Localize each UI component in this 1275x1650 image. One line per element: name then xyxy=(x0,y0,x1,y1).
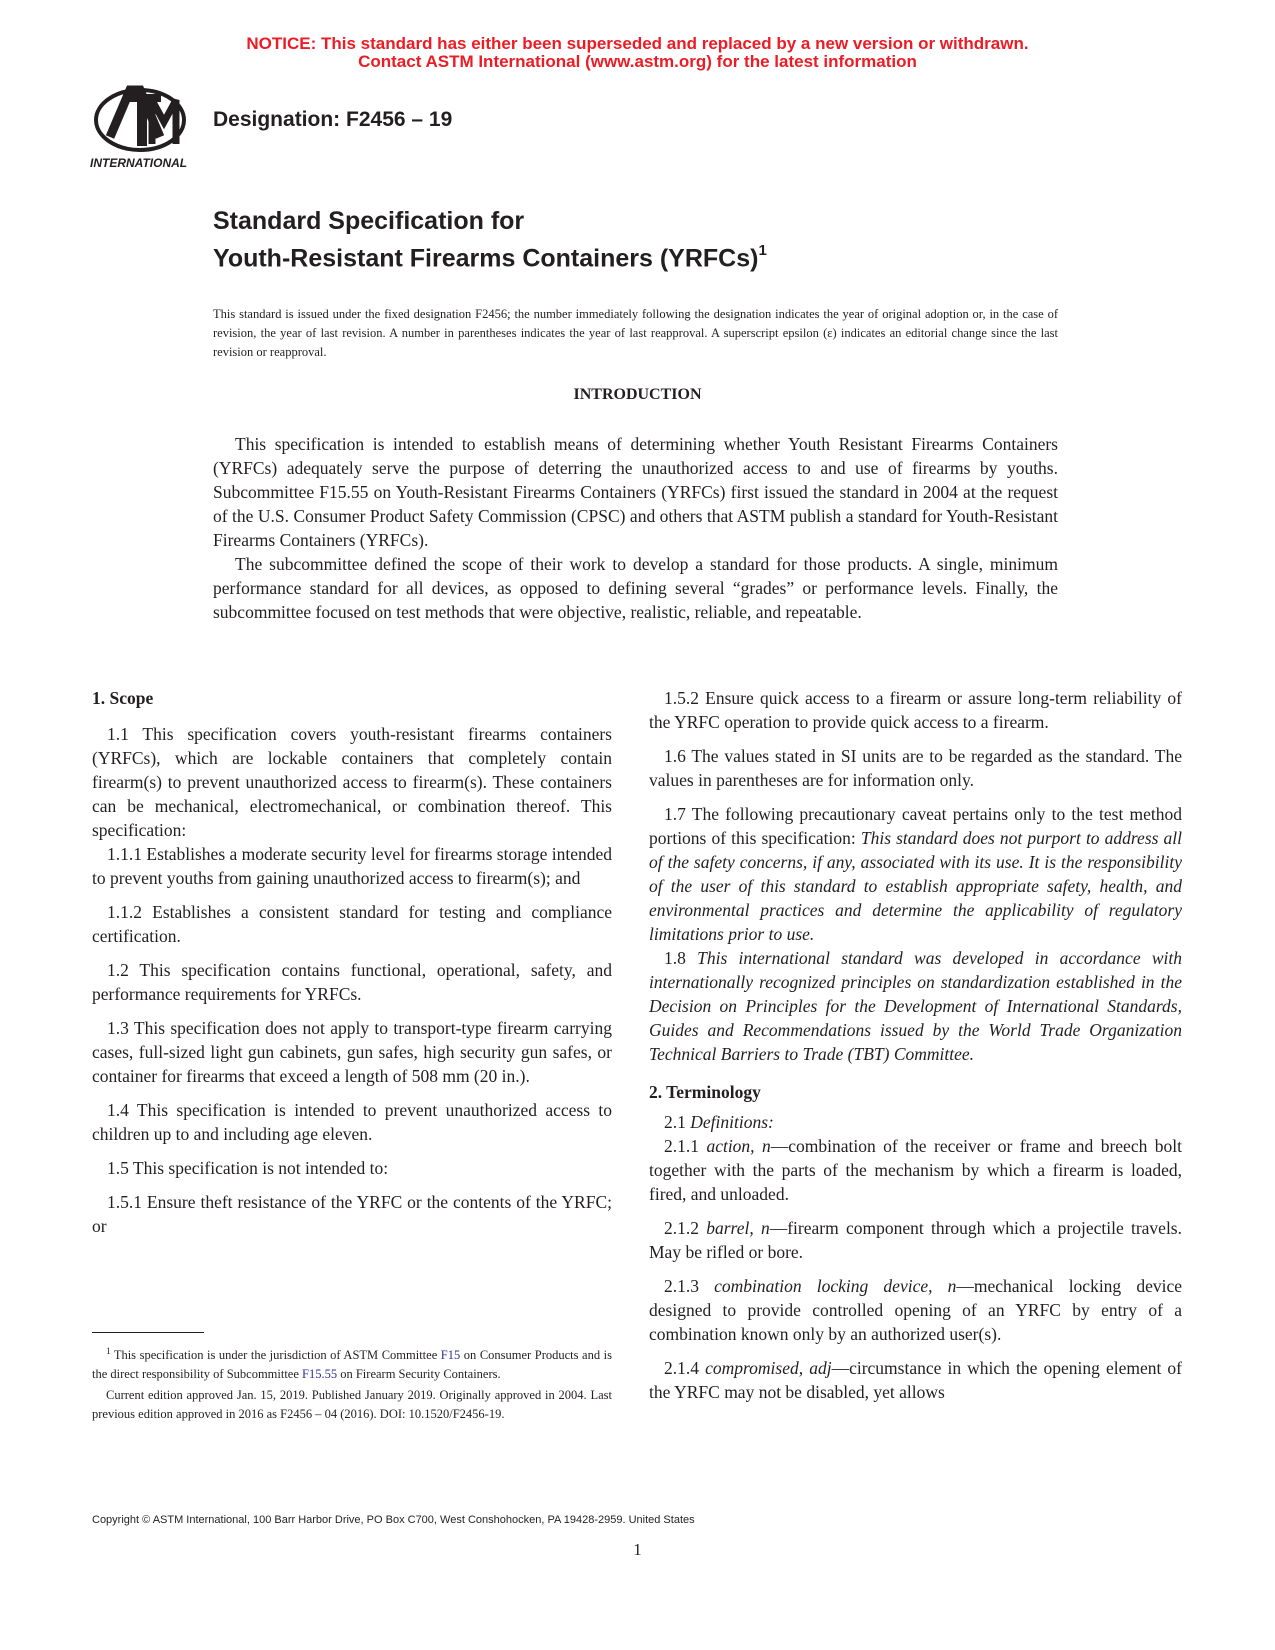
definition-action-term: action, n xyxy=(706,1136,771,1156)
definition-action xyxy=(649,1134,1182,1206)
terminology-heading: 2. Terminology xyxy=(649,1082,761,1102)
astm-logo-icon xyxy=(90,82,200,177)
left-column xyxy=(92,686,612,1248)
section-1-4: 1.4 This specification is intended to prevent unauthorized access to children up to and including age eleven. xyxy=(92,1100,612,1144)
designation: Designation: F2456 – 19 xyxy=(213,108,453,131)
title-line-1: Standard Specification for xyxy=(213,207,525,235)
definition-action-num: 2.1.1 xyxy=(664,1136,707,1156)
logo-subtext: INTERNATIONAL xyxy=(90,156,188,170)
footnote-1-text-b: on Consumer Products and is the direct responsibility of Subcommittee xyxy=(92,1348,612,1382)
section-1-6: 1.6 The values stated in SI units are to be regarded as the standard. The values in parentheses are for information only. xyxy=(649,746,1182,790)
section-1-2: 1.2 This specification contains functional, operational, safety, and performance requirements for YRFCs. xyxy=(92,960,612,1004)
section-1-5: 1.5 This specification is not intended to: xyxy=(107,1158,389,1178)
link-f15[interactable]: F15 xyxy=(440,1348,461,1363)
footnote-1-mark: 1 xyxy=(106,1346,111,1356)
footnote-2: Current edition approved Jan. 15, 2019. Published January 2019. Originally approved in 2004. Last previous edition approved in 2016 as F2456 – 04 (2016). DOI: 10.1520/F2456-19. xyxy=(92,1388,612,1422)
section-2-1 xyxy=(649,1110,1182,1134)
page-number: 1 xyxy=(633,1540,642,1559)
notice-line-2: Contact ASTM International (www.astm.org) for the latest information xyxy=(358,52,917,71)
footnote-divider xyxy=(92,1332,204,1333)
title-footnote-mark: 1 xyxy=(758,242,767,259)
definition-barrel-num: 2.1.2 xyxy=(664,1218,707,1238)
section-2-1-label: Definitions: xyxy=(690,1112,774,1132)
section-1-8 xyxy=(649,946,1182,1066)
section-1-8-lead: 1.8 xyxy=(664,948,698,968)
section-1-3: 1.3 This specification does not apply to transport-type firearm carrying cases, full-sized light gun cabinets, gun safes, high security gun safes, or container for firearms that exceed a length of 508 mm (20 in.). xyxy=(92,1018,612,1086)
issued-note: This standard is issued under the fixed designation F2456; the number immediately following the designation indicates the year of original adoption or, in the case of revision, the year of last revision. A number in parentheses indicates the year of last reapproval. A superscript epsilon (ε) indicates an editorial change since the last revision or reapproval. xyxy=(213,307,1058,359)
section-2-1-num: 2.1 xyxy=(664,1112,691,1132)
title-text: Youth-Resistant Firearms Containers (YRFCs) xyxy=(213,244,759,273)
section-1-1: 1.1 This specification covers youth-resistant firearms containers (YRFCs), which are lockable containers that completely contain firearm(s) to prevent unauthorized access to firearm(s). These containers can be mechanical, electromechanical, or combination thereof. This specification: xyxy=(92,724,612,840)
footnote-1-text-a: This specification is under the jurisdiction of ASTM Committee xyxy=(110,1348,441,1363)
copyright: Copyright © ASTM International, 100 Barr Harbor Drive, PO Box C700, West Conshohocken, PA 19428-2959. United States xyxy=(92,1514,695,1526)
footnote-1-text-c: on Firearm Security Containers. xyxy=(337,1367,501,1382)
definition-barrel-term: barrel, n xyxy=(706,1218,770,1238)
section-1-5-1: 1.5.1 Ensure theft resistance of the YRFC or the contents of the YRFC; or xyxy=(92,1192,612,1236)
section-1-7-lead: 1.7 The following precautionary caveat pertains only to the test method portions of this specification: xyxy=(649,804,1182,848)
section-1-1-1: 1.1.1 Establishes a moderate security level for firearms storage intended to prevent youths from gaining unauthorized access to firearm(s); and xyxy=(92,844,612,888)
scope-heading: 1. Scope xyxy=(92,688,154,708)
definition-combination-locking-device xyxy=(649,1274,1182,1346)
footnote-1 xyxy=(92,1342,612,1384)
definition-barrel xyxy=(649,1216,1182,1264)
notice-line-1: NOTICE: This standard has either been superseded and replaced by a new version or withdrawn. xyxy=(246,34,1029,53)
introduction-body xyxy=(213,432,1058,624)
definition-action-text: —combination of the receiver or frame and breech bolt together with the parts of the mechanism by which a firearm is loaded, fired, and unloaded. xyxy=(649,1136,1183,1204)
right-column xyxy=(649,686,1182,1414)
section-1-7 xyxy=(649,802,1182,946)
introduction-paragraph-1: This specification is intended to establish means of determining whether Youth Resistant Firearms Containers (YRFCs) adequately serve the purpose of deterring the unauthorized access to and use of firearms by youths. Subcommittee F15.55 on Youth-Resistant Firearms Containers (YRFCs) first issued the standard in 2004 at the request of the U.S. Consumer Product Safety Commission (CPSC) and others that ASTM publish a standard for Youth-Resistant Firearms Containers (YRFCs). xyxy=(213,434,1058,550)
definition-combination-term: combination locking device, n xyxy=(714,1276,957,1296)
definition-combination-text: —mechanical locking device designed to provide controlled opening of an YRFC by entry of a combination known only by an authorized user(s). xyxy=(649,1276,1182,1344)
introduction-heading: INTRODUCTION xyxy=(573,386,702,403)
title-line-2 xyxy=(213,237,1113,274)
definition-compromised-term: compromised, adj xyxy=(705,1358,832,1378)
section-1-5-2: 1.5.2 Ensure quick access to a firearm or assure long-term reliability of the YRFC operation to provide quick access to a firearm. xyxy=(649,688,1182,732)
footnotes xyxy=(92,1342,612,1426)
section-1-8-statement: This international standard was developed in accordance with internationally recognized principles on standardization established in the Decision on Principles for the Development of International Standards, Guides and Recommendations issued by the World Trade Organization Technical Barriers to Trade (TBT) Committee. xyxy=(649,948,1183,1064)
definition-combination-num: 2.1.3 xyxy=(664,1276,715,1296)
definition-compromised-text: —circumstance in which the opening element of the YRFC may not be disabled, yet allows xyxy=(649,1358,1182,1402)
section-1-1-2: 1.1.2 Establishes a consistent standard for testing and compliance certification. xyxy=(92,902,612,946)
introduction-paragraph-2: The subcommittee defined the scope of their work to develop a standard for those products. A single, minimum performance standard for all devices, as opposed to defining several “grades” or performance levels. Finally, the subcommittee focused on test methods that were objective, realistic, reliable, and repeatable. xyxy=(213,554,1058,622)
definition-compromised-num: 2.1.4 xyxy=(664,1358,706,1378)
link-f15-55[interactable]: F15.55 xyxy=(302,1367,338,1382)
section-1-7-caveat: This standard does not purport to address all of the safety concerns, if any, associated with its use. It is the responsibility of the user of this standard to establish appropriate safety, health, and environmental practices and determine the applicability of regulatory limitations prior to use. xyxy=(649,828,1182,944)
definition-compromised xyxy=(649,1356,1182,1404)
definition-barrel-text: —firearm component through which a projectile travels. May be rifled or bore. xyxy=(649,1218,1182,1262)
